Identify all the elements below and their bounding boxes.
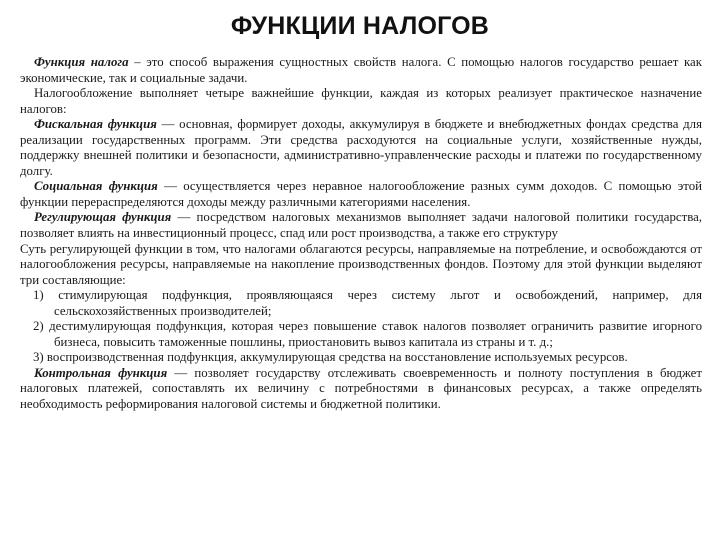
body-text <box>20 55 702 413</box>
intro-text: – это способ выражения сущностных свойств налога. С помощью налогов государство решает как экономические, так и социальные задачи. <box>20 55 702 85</box>
social-paragraph <box>20 179 702 210</box>
control-text: — позволяет государству отслеживать своевременность и полноту поступления в бюджет налоговых платежей, сопоставлять их величину с потребностями в финансовых ресурсах, а также определять необходимость реформирования налоговой системы и бюджетной политики. <box>20 365 702 412</box>
regulatory-text: — посредством налоговых механизмов выполняет задачи налоговой политики государства, позволяет влиять на инвестиционный процесс, спад или рост производства, а также его структуру <box>20 210 702 241</box>
control-term: Контрольная функция <box>34 365 168 380</box>
intro-paragraph <box>20 55 702 86</box>
list-item: 3) воспроизводственная подфункция, аккумулирующая средства на восстановление используемых ресурсов. <box>33 350 628 365</box>
list-item: 1) стимулирующая подфункция, проявляющаяся через систему льгот и освобождений, например, для сельскохозяйственных производителей; <box>33 288 702 318</box>
fiscal-text: — основная, формирует доходы, аккумулируя в бюджете и внебюджетных фондах средства для реализации государственных программ. Эти средства расходуются на социальные услуги, хозяйственные нужды, поддержку внешней политики и безопасности, административно-управленческие расходы и платежи по государственному долгу. <box>20 117 702 178</box>
fiscal-paragraph <box>20 117 702 179</box>
list-item: 2) дестимулирующая подфункция, которая через повышение ставок налогов позволяет ограничить развитие игорного бизнеса, повысить таможенные пошлины, приостановить вывоз капитала из страны и т. д.; <box>33 319 702 349</box>
overview-paragraph: Налогообложение выполняет четыре важнейшие функции, каждая из которых реализует практическое назначение налогов: <box>20 86 702 116</box>
control-paragraph <box>20 366 702 413</box>
regulatory-term: Регулирующая функция <box>34 210 172 225</box>
intro-term: Функция налога <box>34 55 129 69</box>
fiscal-term: Фискальная функция <box>34 117 157 132</box>
social-term: Социальная функция <box>34 179 158 194</box>
regulatory-paragraph <box>20 210 702 241</box>
page-title: ФУНКЦИИ НАЛОГОВ <box>230 12 490 40</box>
social-text: — осуществляется через неравное налогообложение разных сумм доходов. С помощью этой функции перераспределяются доходы между различными категориями населения. <box>20 179 702 209</box>
regulatory-essence-paragraph: Суть регулирующей функции в том, что налогами облагаются ресурсы, направляемые на потребление, и освобождаются от налогообложения ресурсы, направляемые на накопление производственных фондов. Поэтому для этой функции выделяют три составляющие: <box>20 241 702 287</box>
